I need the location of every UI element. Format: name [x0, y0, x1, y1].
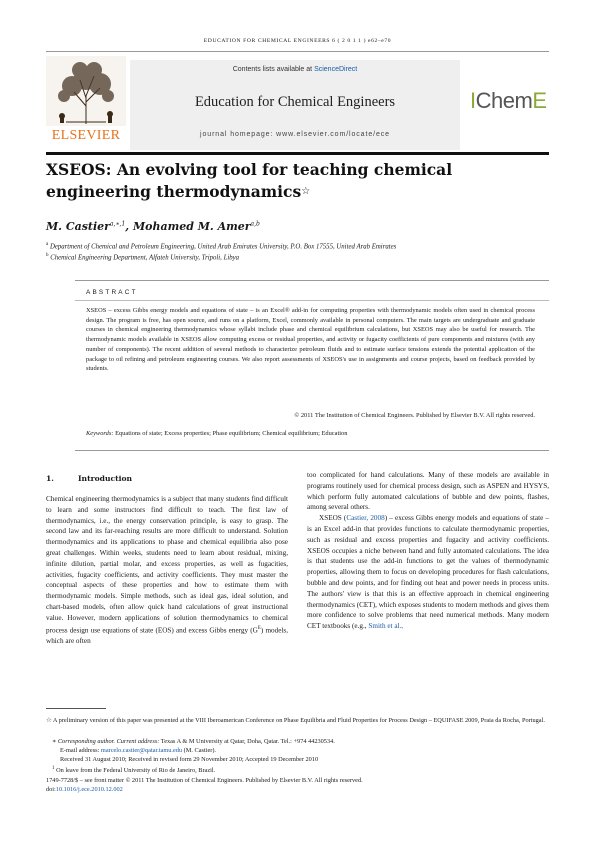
p2-lead: XSEOS ( — [319, 514, 347, 523]
article-title-text: XSEOS: An evolving tool for teaching chemical engineering thermodynamics — [46, 160, 453, 201]
affiliation-b — [46, 253, 549, 261]
sciencedirect-link[interactable]: ScienceDirect — [314, 66, 358, 73]
citation-castier-2008[interactable]: Castier, 2008 — [346, 514, 385, 523]
keywords-label: Keywords: — [86, 430, 114, 437]
footnote-email — [46, 746, 563, 755]
intro-paragraph-2 — [307, 513, 549, 632]
footnote-preliminary-text: A preliminary version of this paper was presented at the VIII Iberoamerican Conference on Phase Equilibria and Fluid Properties for Process Design – EQUIFASE 2009, Praia da Rocha, Portugal. — [52, 717, 545, 724]
corresponding-label: Corresponding author. Current address: — [57, 738, 160, 745]
logo-e: E — [532, 88, 547, 113]
ge-superscript: E — [257, 625, 261, 631]
footnote-leave-text: On leave from the Federal University of Rio de Janeiro, Brazil. — [56, 767, 216, 775]
affiliation-a-text: Department of Chemical and Petroleum Engineering, United Arab Emirates University, P.O. Box 17555, United Arab Emirates — [49, 243, 397, 251]
left-column — [46, 494, 288, 647]
section-heading — [46, 474, 132, 483]
right-column — [307, 470, 549, 632]
running-head: EDUCATION FOR CHEMICAL ENGINEERS 6 ( 2 0 1 1 ) e62–e70 — [203, 38, 392, 44]
title-rule — [46, 152, 549, 155]
citation-smith[interactable]: Smith et al., — [368, 622, 404, 631]
doi-link[interactable]: 10.1016/j.ece.2010.12.002 — [55, 786, 123, 793]
corresponding-address: Texas A & M University at Qatar, Doha, Qatar. Tel.: +974 44230534. — [159, 738, 335, 745]
abstract-heading: ABSTRACT — [86, 289, 138, 296]
affiliation-a — [46, 242, 549, 250]
abstract-copyright: © 2011 The Institution of Chemical Engineers. Published by Elsevier B.V. All rights reserved. — [294, 412, 535, 419]
email-link[interactable]: marcelo.castier@qatar.tamu.edu — [100, 747, 183, 754]
footnote-preliminary — [46, 716, 549, 725]
intro-paragraph-1 — [46, 494, 288, 647]
section-number: 1. — [46, 474, 54, 483]
abstract-rule-mid — [75, 300, 549, 301]
author-1-marks: a,∗,1 — [109, 220, 126, 228]
email-owner: (M. Castier). — [182, 747, 217, 754]
footnote-1-mark: 1 — [52, 766, 55, 771]
logo-chem: Chem — [475, 88, 533, 113]
contents-prefix: Contents lists available at — [232, 66, 315, 73]
contents-line — [130, 66, 460, 73]
journal-title: Education for Chemical Engineers — [194, 94, 396, 110]
author-2[interactable]: Mohamed M. Amer — [132, 220, 251, 233]
doi-line — [46, 785, 549, 794]
abstract-text: XSEOS – excess Gibbs energy models and equations of state – is an Excel® add-in for computing properties with thermodynamic models often used in chemical process design. The program is free, has open source, and runs on a platform, Excel, commonly available in personal computers. The main targets are undergraduate and graduate courses in chemical engineering thermodynamics whose syllabi include phase and chemical equilibrium calculations, but XSEOS may also be useful for research. The thermodynamic models available in XSEOS allow computing excess or residual properties, and activity or fugacity coefficients of pure components and mixtures (with any number of components). The recent addition of several methods to characterize petroleum fluids and to estimate surface tensions extends the potential application of the package to oil refining and petroleum engineering courses. We also report assessments of XSEOS's use in assignments and course projects, based on feedback provided by students. — [86, 307, 535, 373]
title-footnote-mark[interactable]: ☆ — [301, 186, 311, 197]
abstract-body — [86, 306, 535, 374]
author-list — [46, 220, 260, 233]
section-title: Introduction — [78, 474, 133, 483]
footnote-rule — [46, 708, 106, 709]
logo-i: I — [470, 88, 476, 113]
footnote-dates: Received 31 August 2010; Received in revised form 29 November 2010; Accepted 19 December 2010 — [60, 756, 319, 763]
header-rule — [46, 51, 549, 52]
intro-paragraph-1-cont: too complicated for hand calculations. Many of these models are available in programs routinely used for chemical process design, such as ASPEN and HYSYS, which perform fully automated calculations of bubble and dew points, flashes, among several others. — [307, 471, 549, 512]
footnote-corresponding — [46, 737, 555, 746]
p2-text: ) – excess Gibbs energy models and equations of state – is an Excel add-in that provides functions to calculate thermodynamic properties, such as residual and excess properties and fugacity and activity coefficients. XSEOS occupies a niche between hand and fully automated calculations. The idea is that students use the add-in functions to get the values of thermodynamic properties, allowing them to focus on developing procedures for flash calculations, bubble and dew points, and for finding out heat and power needs in process units. The authors' view is that this is an effective approach in chemical engineering thermodynamics (CET), which exposes students to modern methods and gives them more confidence to solve problems that need numerical methods. Many modern CET textbooks (e.g., — [307, 514, 549, 631]
ichem-logo — [470, 88, 547, 114]
keywords-list: Equations of state; Excess properties; Phase equilibrium; Chemical equilibrium; Education — [113, 430, 348, 437]
publisher-logo-text: ELSEVIER — [51, 128, 121, 143]
email-label: E-mail address: — [60, 747, 101, 754]
journal-homepage[interactable]: journal homepage: www.elsevier.com/locate/ece — [200, 131, 390, 138]
affiliation-a-mark: a — [46, 242, 49, 247]
author-separator: , — [125, 220, 133, 233]
intro-paragraph-1-tail: ) models, which are often — [46, 625, 288, 645]
article-title — [46, 159, 549, 203]
affiliation-b-mark: b — [46, 253, 49, 258]
affiliation-b-text: Chemical Engineering Department, Alfateh University, Tripoli, Libya — [50, 254, 240, 262]
keywords — [86, 430, 546, 437]
intro-paragraph-1-text: Chemical engineering thermodynamics is a subject that many students find difficult to learn and some instructors find difficult to teach. The first law of thermodynamics, i.e., the energy conservation principle, is easy to grasp. The second law and its far-reaching results are more difficult to understand. Solution thermodynamics and its applications to phase and chemical equilibria also pose great challenges. Within weeks, students need to learn about residual, mixing, infinite dilution, partial molar, and excess properties, as well as fugacities, activities, fugacity coefficients, and activity coefficients. They must master the conceptual aspects of these properties and how to estimate them with thermodynamic models. Simple methods, such as ideal gas, ideal solution, and chart-based models, often allow quick hand calculations of great instructional value. However, modern applications of solution thermodynamics to chemical process design use equations of state (EOS) and excess Gibbs energy (G — [46, 495, 288, 634]
footnote-leave — [46, 764, 555, 775]
author-1[interactable]: M. Castier — [46, 220, 110, 233]
abstract-rule-bottom — [75, 450, 549, 451]
abstract-rule-top — [75, 280, 549, 281]
front-matter-line: 1749-7728/$ – see front matter © 2011 The Institution of Chemical Engineers. Published by Elsevier B.V. All rights reserved. — [46, 777, 363, 784]
doi-label: doi: — [46, 786, 56, 793]
footnote-asterisk-mark: ∗ — [52, 738, 57, 745]
author-2-marks: a,b — [250, 220, 260, 228]
footnote-star-mark: ☆ — [46, 717, 52, 724]
